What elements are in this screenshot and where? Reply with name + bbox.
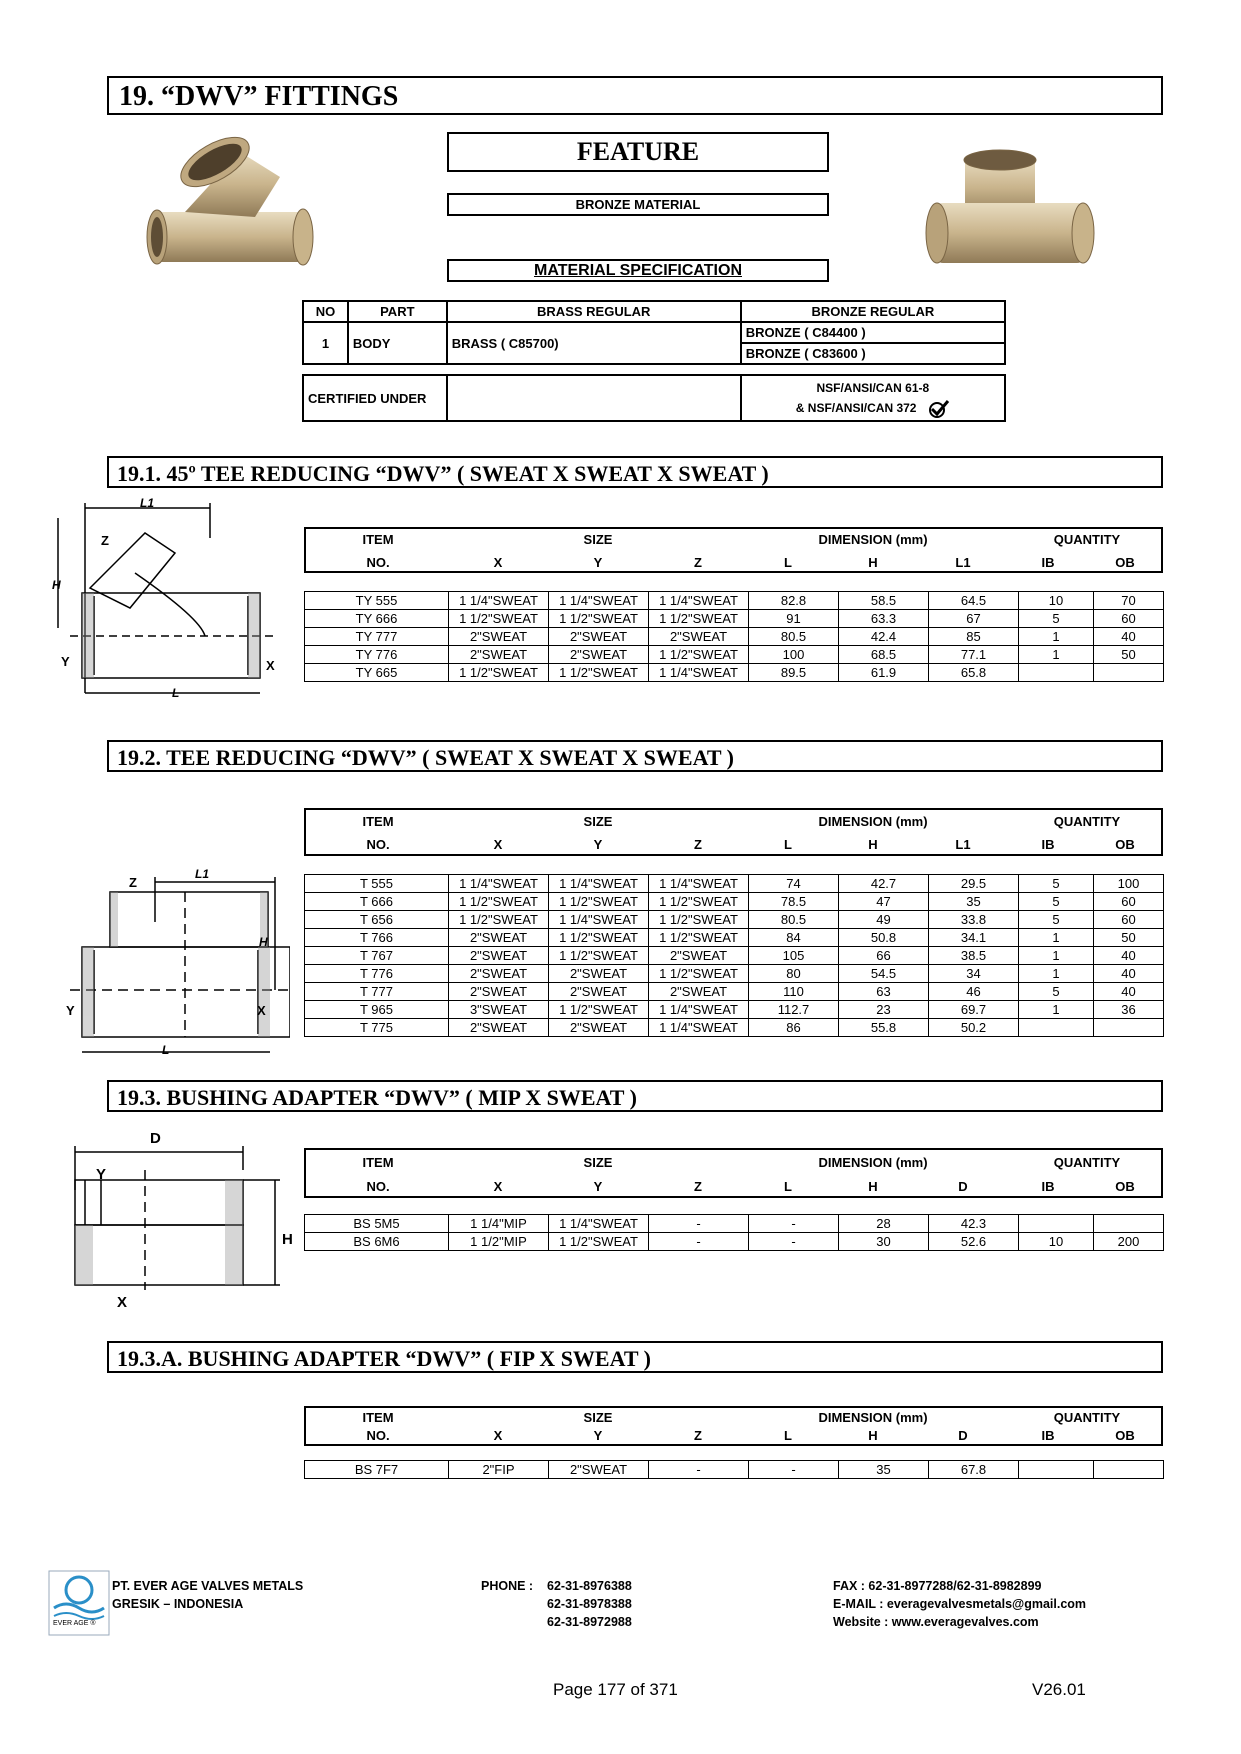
diagram-label-y: Y [61, 654, 70, 669]
certified-label: CERTIFIED UNDER [303, 375, 447, 421]
table-row [305, 1215, 1164, 1233]
table-cell: 1 1/2"SWEAT [649, 646, 749, 664]
table-cell: 89.5 [749, 664, 839, 682]
table-cell: 1 1/2"SWEAT [549, 929, 649, 947]
table-cell: 2"SWEAT [449, 983, 549, 1001]
table-cell: 5 [1019, 911, 1094, 929]
table-cell: 46 [929, 983, 1019, 1001]
feature-material: BRONZE MATERIAL [447, 193, 829, 216]
diagram-label-l-tee: L [162, 1043, 170, 1057]
table-row [305, 646, 1164, 664]
dimension-table-19-3a [304, 1460, 1164, 1479]
table-cell: T 555 [305, 875, 449, 893]
table-cell: T 775 [305, 1019, 449, 1037]
table-cell: 30 [839, 1233, 929, 1251]
table-cell: 110 [749, 983, 839, 1001]
wye-fitting-photo [145, 132, 320, 292]
table-cell: 60 [1094, 610, 1164, 628]
table-cell: 1 1/2"SWEAT [649, 893, 749, 911]
table-cell: 1 1/2"SWEAT [449, 911, 549, 929]
table-cell: 42.4 [839, 628, 929, 646]
table-cell: 50 [1094, 929, 1164, 947]
table-cell [1094, 1461, 1164, 1479]
diagram-label-l1-tee: L1 [195, 867, 210, 881]
table-header-19-2: ITEM NO. SIZE X Y Z DIMENSION (mm) L H L1 QUANTITY IB OB [304, 808, 1163, 856]
table-row [305, 893, 1164, 911]
table-cell: BS 7F7 [305, 1461, 449, 1479]
table-cell: 2"SWEAT [549, 983, 649, 1001]
table-cell: 1 1/2"SWEAT [549, 893, 649, 911]
table-cell: 23 [839, 1001, 929, 1019]
table-cell: 1 [1019, 929, 1094, 947]
table-cell: 60 [1094, 893, 1164, 911]
table-cell: 67.8 [929, 1461, 1019, 1479]
table-cell: 80.5 [749, 628, 839, 646]
feature-title: FEATURE [447, 132, 829, 172]
row-part: BODY [348, 322, 447, 364]
table-cell: 78.5 [749, 893, 839, 911]
diagram-label-l: L [172, 686, 180, 700]
table-row [305, 1461, 1164, 1479]
table-cell: 61.9 [839, 664, 929, 682]
table-cell: 10 [1019, 1233, 1094, 1251]
table-row [305, 610, 1164, 628]
table-cell: - [649, 1215, 749, 1233]
table-row [305, 1233, 1164, 1251]
diagram-label-h: H [52, 578, 61, 592]
table-cell: 2"SWEAT [449, 929, 549, 947]
table-cell: 64.5 [929, 592, 1019, 610]
table-cell: 80.5 [749, 911, 839, 929]
footer-website: Website : www.everagevalves.com [833, 1615, 1039, 1629]
wye-diagram [50, 498, 290, 703]
table-cell: 36 [1094, 1001, 1164, 1019]
table-row [305, 664, 1164, 682]
diagram-label-h-bushing: H [282, 1231, 293, 1248]
row-bronze-2: BRONZE ( C83600 ) [741, 343, 1005, 364]
table-cell: 38.5 [929, 947, 1019, 965]
table-cell: 5 [1019, 983, 1094, 1001]
table-cell: 1 1/2"SWEAT [449, 610, 549, 628]
footer-phone-label: PHONE : [481, 1579, 534, 1593]
table-cell: 10 [1019, 592, 1094, 610]
table-cell: 3"SWEAT [449, 1001, 549, 1019]
table-cell: 1 1/2"SWEAT [649, 911, 749, 929]
logo-text: EVER AGE ® [53, 1620, 96, 1627]
table-cell: 33.8 [929, 911, 1019, 929]
table-cell: 74 [749, 875, 839, 893]
bushing-diagram [65, 1140, 285, 1305]
table-cell: TY 666 [305, 610, 449, 628]
table-cell [1019, 1019, 1094, 1037]
section-title-19-3a: 19.3.A. BUSHING ADAPTER “DWV” ( FIP X SWEAT ) [107, 1341, 1163, 1373]
table-cell: 112.7 [749, 1001, 839, 1019]
table-cell: 29.5 [929, 875, 1019, 893]
table-row [305, 1001, 1164, 1019]
table-cell: 65.8 [929, 664, 1019, 682]
diagram-label-z-tee: Z [129, 875, 137, 890]
diagram-label-x-bushing: X [117, 1294, 128, 1311]
table-cell: 1 1/2"SWEAT [649, 929, 749, 947]
table-cell: 1 1/2"SWEAT [449, 664, 549, 682]
table-cell: 1 [1019, 628, 1094, 646]
diagram-label-y-tee: Y [66, 1003, 75, 1018]
table-cell: 1 1/2"SWEAT [649, 610, 749, 628]
table-cell: 70 [1094, 592, 1164, 610]
diagram-label-l1: L1 [140, 496, 155, 510]
table-cell: 1 1/4"SWEAT [549, 875, 649, 893]
footer-phone-3: 62-31-8972988 [547, 1615, 632, 1629]
table-cell: T 766 [305, 929, 449, 947]
table-row [305, 875, 1164, 893]
table-cell: TY 665 [305, 664, 449, 682]
table-cell [1019, 664, 1094, 682]
table-cell: 85 [929, 628, 1019, 646]
table-cell: 1 1/2"SWEAT [549, 664, 649, 682]
footer-phone-2: 62-31-8978388 [547, 1597, 632, 1611]
table-cell: 105 [749, 947, 839, 965]
table-cell: 34.1 [929, 929, 1019, 947]
table-header-19-1: ITEM NO. SIZE X Y Z DIMENSION (mm) L H L1 QUANTITY IB OB [304, 527, 1163, 573]
table-cell: 1 1/4"SWEAT [549, 592, 649, 610]
table-cell: 1 1/4"SWEAT [449, 875, 549, 893]
table-cell: 1 1/4"SWEAT [649, 1019, 749, 1037]
table-row [305, 911, 1164, 929]
table-cell: 68.5 [839, 646, 929, 664]
table-cell: 1 [1019, 965, 1094, 983]
section-title-19-2: 19.2. TEE REDUCING “DWV” ( SWEAT X SWEAT X SWEAT ) [107, 740, 1163, 772]
table-cell: 80 [749, 965, 839, 983]
table-cell: 54.5 [839, 965, 929, 983]
table-cell: 67 [929, 610, 1019, 628]
table-cell: 1 1/4"SWEAT [549, 1215, 649, 1233]
version: V26.01 [1032, 1680, 1086, 1699]
diagram-label-h-tee: H [259, 935, 268, 949]
table-row [305, 947, 1164, 965]
row-brass: BRASS ( C85700) [447, 322, 741, 364]
tee-diagram [60, 872, 290, 1067]
table-row [305, 983, 1164, 1001]
table-cell: 58.5 [839, 592, 929, 610]
table-cell [1019, 1215, 1094, 1233]
table-cell: 2"SWEAT [449, 965, 549, 983]
table-cell: 77.1 [929, 646, 1019, 664]
table-cell: 2"SWEAT [649, 947, 749, 965]
table-row [305, 592, 1164, 610]
dimension-table-19-1 [304, 591, 1164, 682]
table-cell: 52.6 [929, 1233, 1019, 1251]
diagram-label-x: X [266, 658, 275, 673]
table-cell: 35 [929, 893, 1019, 911]
table-cell: 35 [839, 1461, 929, 1479]
table-cell: 1 1/4"SWEAT [649, 1001, 749, 1019]
table-cell: 50 [1094, 646, 1164, 664]
table-cell: T 777 [305, 983, 449, 1001]
table-cell: T 656 [305, 911, 449, 929]
table-row [305, 965, 1164, 983]
footer-phone-1: 62-31-8976388 [547, 1579, 632, 1593]
table-cell: 1 1/4"SWEAT [449, 592, 549, 610]
table-cell: - [749, 1461, 839, 1479]
table-cell: 86 [749, 1019, 839, 1037]
table-row [305, 1019, 1164, 1037]
tee-fitting-photo [920, 148, 1100, 278]
footer-fax: FAX : 62-31-8977288/62-31-8982899 [833, 1579, 1042, 1593]
footer-location: GRESIK – INDONESIA [112, 1597, 244, 1611]
diagram-label-z: Z [101, 533, 109, 548]
checkmark-icon [928, 400, 950, 418]
diagram-label-y-bushing: Y [96, 1166, 107, 1183]
table-cell: 2"SWEAT [549, 1019, 649, 1037]
header-part: PART [348, 301, 447, 322]
table-header-19-3: ITEM NO. SIZE X Y Z DIMENSION (mm) L H D QUANTITY IB OB [304, 1148, 1163, 1198]
table-cell: 50.8 [839, 929, 929, 947]
table-cell: 28 [839, 1215, 929, 1233]
table-cell: 1 1/4"SWEAT [649, 592, 749, 610]
table-cell [1019, 1461, 1094, 1479]
footer-email: E-MAIL : everagevalvesmetals@gmail.com [833, 1597, 1087, 1611]
table-cell: 1 1/2"SWEAT [549, 1233, 649, 1251]
table-cell: 2"SWEAT [549, 646, 649, 664]
diagram-label-d: D [150, 1130, 161, 1147]
table-cell: 2"SWEAT [549, 628, 649, 646]
table-cell: - [649, 1233, 749, 1251]
table-cell: 5 [1019, 893, 1094, 911]
table-cell: 1 1/2"SWEAT [549, 1001, 649, 1019]
table-cell [1094, 1019, 1164, 1037]
header-bronze: BRONZE REGULAR [741, 301, 1005, 322]
section-title-19-1: 19.1. 45º TEE REDUCING “DWV” ( SWEAT X SWEAT X SWEAT ) [107, 456, 1163, 488]
table-cell: 2"SWEAT [649, 628, 749, 646]
table-cell: 1 1/4"SWEAT [649, 875, 749, 893]
table-cell: 1 1/2"MIP [449, 1233, 549, 1251]
material-table [302, 300, 1006, 365]
table-cell: 66 [839, 947, 929, 965]
table-cell: T 776 [305, 965, 449, 983]
table-cell: T 666 [305, 893, 449, 911]
dimension-table-19-3 [304, 1214, 1164, 1251]
table-cell: 49 [839, 911, 929, 929]
table-cell: 200 [1094, 1233, 1164, 1251]
table-cell: 40 [1094, 947, 1164, 965]
table-cell: T 965 [305, 1001, 449, 1019]
table-cell: - [749, 1215, 839, 1233]
table-cell: 55.8 [839, 1019, 929, 1037]
cert-line-2: & NSF/ANSI/CAN 372 [795, 401, 917, 415]
table-cell: 5 [1019, 875, 1094, 893]
diagram-label-x-tee: X [257, 1003, 266, 1018]
table-cell: 1 [1019, 947, 1094, 965]
table-cell: 60 [1094, 911, 1164, 929]
table-cell: 5 [1019, 610, 1094, 628]
table-cell: 47 [839, 893, 929, 911]
table-cell: 1 1/4"SWEAT [649, 664, 749, 682]
table-cell: 100 [1094, 875, 1164, 893]
cert-line-1: NSF/ANSI/CAN 61-8 [816, 381, 930, 395]
row-no: 1 [303, 322, 348, 364]
table-cell: 1 1/4"MIP [449, 1215, 549, 1233]
table-cell: 91 [749, 610, 839, 628]
table-cell: TY 776 [305, 646, 449, 664]
dimension-table-19-2 [304, 874, 1164, 1037]
table-cell: 42.7 [839, 875, 929, 893]
table-cell: 2"SWEAT [549, 965, 649, 983]
table-cell: 2"SWEAT [649, 983, 749, 1001]
table-cell: 100 [749, 646, 839, 664]
table-cell: 1 1/4"SWEAT [549, 911, 649, 929]
table-row [305, 628, 1164, 646]
table-cell: 63.3 [839, 610, 929, 628]
section-title-19-3: 19.3. BUSHING ADAPTER “DWV” ( MIP X SWEAT ) [107, 1080, 1163, 1112]
table-cell: 34 [929, 965, 1019, 983]
certified-table [302, 374, 1006, 422]
table-cell: 1 1/2"SWEAT [549, 947, 649, 965]
table-cell: 40 [1094, 983, 1164, 1001]
table-cell: - [649, 1461, 749, 1479]
table-cell: BS 6M6 [305, 1233, 449, 1251]
table-header-19-3a: ITEM NO. SIZE X Y Z DIMENSION (mm) L H D QUANTITY IB OB [304, 1406, 1163, 1446]
page-title: 19. “DWV” FITTINGS [107, 76, 1163, 115]
material-spec-title: MATERIAL SPECIFICATION [447, 259, 829, 282]
table-cell: 40 [1094, 628, 1164, 646]
table-cell: 1 [1019, 646, 1094, 664]
table-cell: 2"SWEAT [449, 947, 549, 965]
table-cell: TY 777 [305, 628, 449, 646]
table-cell: 40 [1094, 965, 1164, 983]
table-cell: 2"FIP [449, 1461, 549, 1479]
table-cell [1094, 664, 1164, 682]
table-cell: 2"SWEAT [549, 1461, 649, 1479]
table-cell: 1 1/2"SWEAT [549, 610, 649, 628]
table-cell: 1 1/2"SWEAT [449, 893, 549, 911]
table-cell: 84 [749, 929, 839, 947]
table-cell: BS 5M5 [305, 1215, 449, 1233]
table-row [305, 929, 1164, 947]
table-cell: T 767 [305, 947, 449, 965]
footer-company: PT. EVER AGE VALVES METALS [112, 1579, 304, 1593]
table-cell: - [749, 1233, 839, 1251]
table-cell: TY 555 [305, 592, 449, 610]
table-cell: 63 [839, 983, 929, 1001]
table-cell: 69.7 [929, 1001, 1019, 1019]
table-cell: 50.2 [929, 1019, 1019, 1037]
header-no: NO [303, 301, 348, 322]
table-cell: 1 [1019, 1001, 1094, 1019]
table-cell: 2"SWEAT [449, 1019, 549, 1037]
page-number: Page 177 of 371 [553, 1680, 678, 1699]
row-bronze-1: BRONZE ( C84400 ) [741, 322, 1005, 343]
table-cell: 42.3 [929, 1215, 1019, 1233]
table-cell: 1 1/2"SWEAT [649, 965, 749, 983]
table-cell [1094, 1215, 1164, 1233]
header-brass: BRASS REGULAR [447, 301, 741, 322]
table-cell: 2"SWEAT [449, 628, 549, 646]
table-cell: 2"SWEAT [449, 646, 549, 664]
table-cell: 82.8 [749, 592, 839, 610]
